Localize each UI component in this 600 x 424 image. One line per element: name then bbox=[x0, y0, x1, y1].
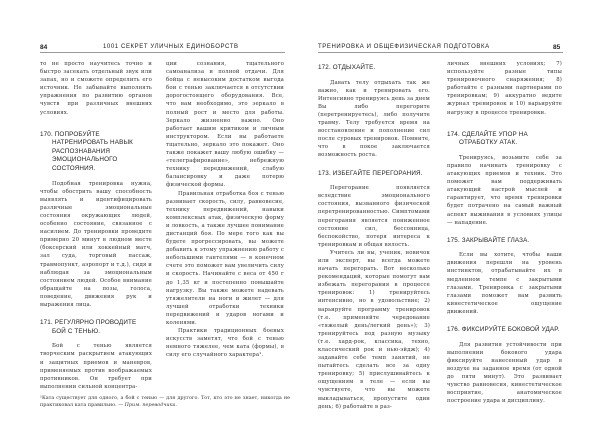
paragraph: Перегорание появляется вследствие эмоционального состояния, вызванного физической перетренированностью. Симптомами перегорания является пониженное состояние сил, бессонница, беспокойство, потеря интереса к тренировкам и общая вялость. bbox=[318, 185, 430, 248]
header-rule-right bbox=[318, 52, 563, 53]
section-heading-172: 172. ОТДЫХАЙТЕ. bbox=[318, 64, 376, 71]
paragraph: Практики традиционных боевых искусств заметят, что бой с тенью немного тяжелее, чем ката (формы), в силу его случайного характера¹. bbox=[166, 328, 284, 359]
paragraph: Правильная отработка боя с тенью развивает скорость, силу, равновесие, технику передвижений, навыки комплексных атак, физическую форму и ловкость, а также лучшее понимание дистанций боя. По мере того как вы будете прогрессировать, вы можете добавить к этому упражнению работу с небольшими гантелями — в конечном счете это поможет вам увеличить силу и скорость. Начинайте с веса от 450 г до 1,35 кг и постепенно повышайте нагрузку. Вы также можете надевать утяжелители на ноги и жилет — для лучшей отработки техники передвижений и ударов ногами и коленями. bbox=[166, 190, 284, 326]
left-page-column-1 bbox=[40, 60, 152, 391]
paragraph: Учитесь ли вы, ученик, новичок или эксперт, вы всегда можете начать перегорать. Вот несколько рекомендаций, которые помогут вам избежать перегорания в процессе тренировок: 1) тренируйтесь интенсивно, но в удовольствие; 2) варьируйте программу тренировок (т.е. применяйте чередование «тяжелый день/легкий день»); 3) тренируйтесь под разную музыку (т.е. хард-рок, классика, техно, классический рок и нью-эйдж); 4) задавайте себе темп занятий, не пытайтесь сделать все за одну тренировку; 5) прислушивайтесь к ощущениям в теле — если вы чувствуете, что вы можете выкладываться, пропустите один день; 6) работайте в раз- bbox=[318, 249, 430, 410]
running-head-right: ТРЕНИРОВКА И ОБЩЕФИЗИЧЕСКАЯ ПОДГОТОВКА bbox=[318, 44, 490, 50]
running-head-left: 1001 СЕКРЕТ УЛИЧНЫХ ЕДИНОБОРСТВ bbox=[103, 44, 239, 50]
paragraph: Бой с тенью является творческим раскрытием атакующих и защитных приемов и маневров, применяемых против воображаемых противников. Он требует при выполнении сильной концентра- bbox=[40, 343, 152, 390]
footnote-attribution: Прим. переводчика. bbox=[124, 402, 177, 408]
page-number-left: 84 bbox=[40, 44, 48, 51]
left-page-column-2 bbox=[166, 60, 284, 359]
paragraph: Подобная тренировка нужна, чтобы обострить вашу способность выявлять и идентифицировать различные эмоциональные состояния окружающих людей, особенно состояние, связанное с насилием. До тренировки проведите примерно 20 минут в людном месте (боксерский или хоккейный матч, зал суда, торговый пассаж, травмопункт, аэропорт и т.д.), сидя и наблюдая за эмоциональным состоянием людей. Особое внимание обращайте на позы, голоса, поведение, движения рук и выражения лица. bbox=[40, 180, 152, 309]
page-number-right: 85 bbox=[553, 44, 561, 51]
right-page-column-1 bbox=[318, 60, 430, 411]
section-heading-171: 171. РЕГУЛЯРНО ПРОВОДИТЕ БОЙ С ТЕНЬЮ. bbox=[40, 319, 137, 335]
section-heading-175: 175. ЗАКРЫВАЙТЕ ГЛАЗА. bbox=[447, 236, 530, 244]
paragraph: Тренируясь, возьмите себе за правило начинать тренировку с атакующих приемов и техник. Это поможет вам поддерживать атакующий настрой мыслей и гарантирует, что время тренировки будет потрачено на самый важный аспект выживания в условиях улицы — нападение. bbox=[447, 154, 562, 226]
paragraph: Давать телу отдыхать так же важно, как и тренировать его. Интенсивно тренируясь день за днем Вы либо перегорите (перетренируетесь), либо получите травму. Телу требуется время на восстановление и пополнение сил после суровых тренировок. Помните, что в покое заключается возможность роста. bbox=[318, 79, 430, 159]
section-heading-170: 170. ПОПРОБУЙТЕ НАТРЕНИРОВАТЬ НАВЫК РАСПОЗНАВАНИЯ ЭМОЦИОНАЛЬНОГО СОСТОЯНИЯ. bbox=[40, 130, 134, 173]
section-heading-173: 173. ИЗБЕГАЙТЕ ПЕРЕГОРАНИЯ. bbox=[318, 169, 423, 177]
section-heading-174: 174. СДЕЛАЙТЕ УПОР НА ОТРАБОТКУ АТАК. bbox=[447, 130, 528, 147]
paragraph: Если вы хотите, чтобы ваши движения перешли на уровень инстинктов, отрабатывайте их в медленном темпе с закрытыми глазами. Тренировка с закрытыми глазами поможет вам развить кинестетическое ощущение движений. bbox=[447, 252, 562, 315]
paragraph: Для развития устойчивости при выполнении бокового удара фиксируйте нанесенный удар в воздухе на заданное время (от одной до пяти минут). Это развивает чувство равновесия, кинестетическое восприятие, анатомическое построение удара и дисциплину. bbox=[447, 341, 562, 405]
footnote bbox=[40, 395, 290, 409]
paragraph: личных внешних условиях; 7) используйте разные типы тренировочного снаряжения; 8) работайте с разными партнерами по тренировкам; 9) аккуратно ведите журнал тренировок и 10) варьируйте нагрузку в процессе тренировки. bbox=[447, 61, 562, 116]
paragraph: то не просто научитесь точно и быстро засекать отдельный звук или запах, но и сможете определить его источник. Не забывайте выполнять упражнения по развитию органов чувств при различных внешних условиях. bbox=[40, 61, 152, 116]
footnote-text: ¹Ката существует для одного, а бой с тенью — для другого. Тот, кто это не знает, никогда не практиковал ката правильно. — bbox=[40, 395, 290, 408]
section-heading-176: 176. ФИКСИРУЙТЕ БОКОВОЙ УДАР. bbox=[447, 326, 560, 334]
header-rule-left bbox=[40, 52, 285, 53]
paragraph: ции сознания, тщательного самоанализа и полной отдачи. Для бойца с невысоким достатком выгода бои с тенью заключается в отсутствии дорогостоящего оборудования. Все, что вам необходимо, это зеркало в полный рост и место для работы. Зеркало жизненно важно. Оно работает вашим критиком и личным инструктором. Если вы работаете тщательно, зеркало это покажет. Оно также покажет вашу любую ошибку — «телеграфирование», небрежную технику передвижений, слабую балансировку и даже потерю физической формы. bbox=[166, 61, 284, 189]
right-page-column-2 bbox=[447, 60, 562, 405]
